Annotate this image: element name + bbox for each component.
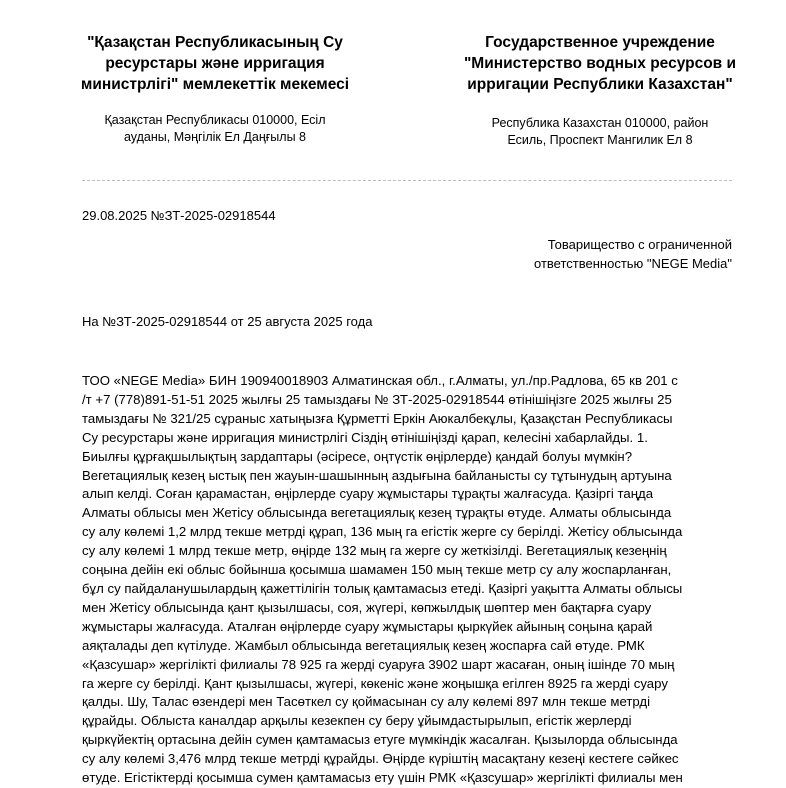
body-line: су алу көлемі 1 млрд текше метр, өңірде 132 мың га жерге су жеткізілді. Вегетациялық кезеңнің [82, 543, 667, 559]
body-line: соңына дейін екі облыс бойынша қосымша шамамен 150 мың текше метр су алу жоспарланған, [82, 562, 672, 578]
body-line: өтуде. Егістіктерді қосымша сумен қамтамасыз ету үшін РМК «Қазсушар» жергілікті филиалы мен [82, 770, 683, 786]
body-line: Биылғы құрғақшылықтың зардаптары (әсіресе, оңтүстік өңірлерде) қандай болуы мүмкін? [82, 448, 633, 464]
body-line: Вегетациялық кезең ыстық пен жауын-шашынның аздығына байланысты су тұтынудың артуына [82, 467, 672, 483]
recipient: Товарищество с ограниченной ответственностью "NEGE Media" [534, 237, 732, 271]
body-line: су алу көлемі 3,476 млрд текше метрді құрайды. Өңірде күріштің масақтану кезеңі кестеге сәйкес [82, 751, 679, 767]
letterhead-russian [452, 32, 748, 149]
body-line: жұмыстары жалғасуда. Аталған өңірлерде суару жұмыстары қыркүйек айының соңына қарай [82, 618, 653, 634]
body-line: Су ресурстары және ирригация министрлігі Сіздің өтінішіңізді қарап, келесіні хабарлайды. 1. [82, 429, 648, 445]
body-line: Алматы облысы мен Жетісу облысында вегетациялық кезең тұрақты өтуде. Алматы облысында [82, 505, 672, 521]
body-line: бұл су пайдаланушылардың қажеттілігін толық қамтамасыз етеді. Қазіргі уақытта Алматы облысы [82, 580, 683, 596]
body-line: «Қазсушар» жергілікті филиалы 78 925 га жерді суаруға 3902 шарт жасаған, оның ішінде 70 мың [82, 656, 675, 672]
body-line: қыркүйектің ортасына дейін сумен қамтамасыз етуге мүмкіндік жасалған. Қызылорда облысында [82, 732, 678, 748]
body-line: га жерге су берілді. Қант қызылшасы, жүгері, көкеніс және жоңышқа егілген 8925 га жерді суару [82, 675, 668, 691]
org-address-kazakh: Қазақстан Республикасы 010000, Есіл ауданы, Мәңгілік Ел Даңғылы 8 [104, 113, 326, 144]
letterhead-kazakh [60, 32, 370, 146]
body-line: аяқталады деп күтілуде. Жамбыл облысында вегетациялық кезең жоспарға сай өтуде. РМК [82, 637, 645, 653]
body-line: су алу көлемі 1,2 млрд текше метрді құрап, 136 мың га егістік жерге су берілді. Жетісу облысында [82, 524, 683, 540]
body-line: құрайды. Облыста каналдар арқылы кезекпен су беру ұйымдастырылып, егістік жерлерді [82, 713, 632, 729]
body-line: мен Жетісу облысында қант қызылшасы, соя, жүгері, көпжылдық шөптер мен бақтарға суару [82, 599, 652, 615]
in-reply-to: На №ЗТ-2025-02918544 от 25 августа 2025 года [82, 314, 373, 329]
body-line: тамыздағы № 321/25 сұраныс хатыңызға Құрметті Еркін Аюкалбекұлы, Қазақстан Республикасы [82, 410, 673, 426]
letter-body [82, 372, 734, 788]
org-name-kazakh: "Қазақстан Республикасының Су ресурстары және ирригация министрлігі" мемлекеттік мекемесі [80, 34, 350, 93]
body-line: ТОО «NEGE Media» БИН 190940018903 Алматинская обл., г.Алматы, ул./пр.Радлова, 65 кв 201 с [82, 373, 678, 388]
document-date-number: 29.08.2025 №ЗТ-2025-02918544 [82, 208, 276, 223]
org-address-russian: Республика Казахстан 010000, район Есиль, Проспект Мангилик Ел 8 [491, 116, 709, 147]
body-line: алып келді. Соған қарамастан, өңірлерде суару жұмыстары тұрақты жалғасуда. Қазіргі таңда [82, 486, 654, 502]
letterhead [0, 32, 786, 172]
body-line: қалды. Шу, Талас өзендері мен Тасөткел су қоймасынан су алу көлемі 897 млн текше метрді [82, 694, 651, 710]
header-divider [82, 180, 732, 181]
org-name-russian: Государственное учреждение "Министерство водных ресурсов и ирригации Республики Казахстан" [463, 34, 737, 93]
body-line: /т +7 (778)891-51-51 2025 жылғы 25 тамыздағы № ЗТ-2025-02918544 өтінішіңізге 2025 жылғы 25 [82, 391, 672, 407]
